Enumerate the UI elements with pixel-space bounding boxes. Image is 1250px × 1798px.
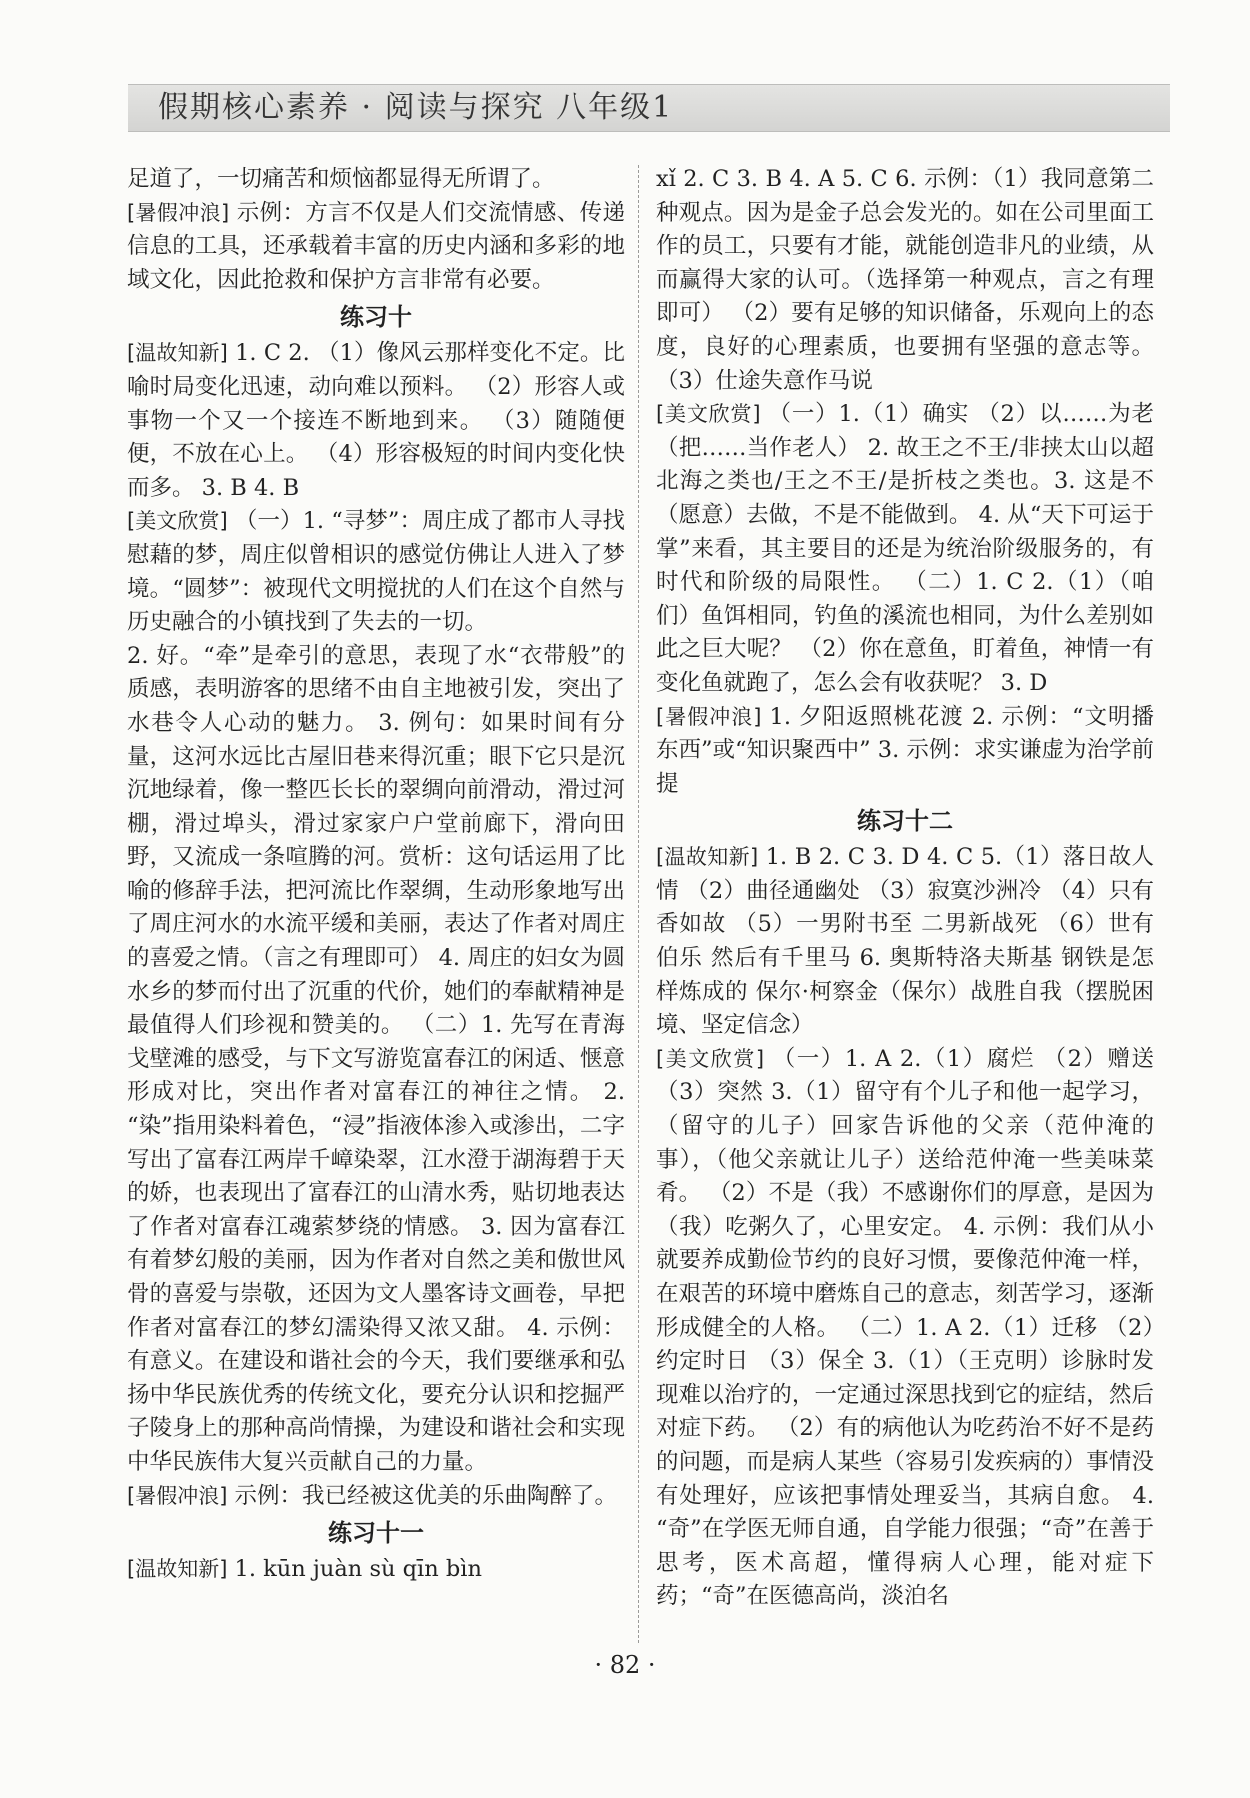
page-header-title: 假期核心素养 · 阅读与探究 八年级1 — [158, 90, 674, 125]
answer-text: 1. kūn juàn sù qīn bìn — [227, 1556, 482, 1583]
section-title: 练习十一 — [328, 1519, 424, 1548]
answer-paragraph — [656, 701, 1154, 802]
answer-text: （一）1. A 2.（1）腐烂 （2）赠送 （3）突然 3.（1）留守有个儿子和他一起学习，（留守的儿子）回家告诉他的父亲（范仲淹的事），（他父亲就让儿子）送给范仲淹一些美味菜肴。 （2）不是（我）不感谢你们的厚意，是因为（我）吃粥久了，心里安定。 4. 示例：我们从小就要养成勤俭节约的良好习惯，要像范仲淹一样，在艰苦的环境中磨炼自己的意志，刻苦学习，逐渐形成健全的人格。 （二）1. A 2.（1）迁移 （2）约定时日 （3）保全 3.（1）（王克明）诊脉时发现难以治疗的，一定通过深思找到它的症结，然后对症下药。 （2）有的病他认为吃药治不好不是药的问题，而是病人某些（容易引发疾病的）事情没有处理好，应该把事情处理妥当，其病自愈。 4. “奇”在学医无师自通，自学能力很强；“奇”在善于思考，医术高超，懂得病人心理，能对症下药；“奇”在医德高尚，淡泊名 — [656, 1045, 1154, 1610]
answer-paragraph — [127, 337, 625, 505]
answer-paragraph — [656, 841, 1154, 1043]
answer-text: 示例：方言不仅是人们交流情感、传递信息的工具，还承载着丰富的历史内涵和多彩的地域文化，因此抢救和保护方言非常有必要。 — [127, 199, 626, 293]
section-tag: [美文欣赏] — [656, 1046, 765, 1071]
answer-paragraph — [127, 163, 625, 197]
answer-text: 1. B 2. C 3. D 4. C 5.（1）落日故人情 （2）曲径通幽处 （3）寂寞沙洲冷 （4）只有香如故 （5）一男附书至 二男新战死 （6）世有伯乐 然后有千里马 6. 奥斯特洛夫斯基 钢铁是怎样炼成的 保尔·柯察金（保尔）战胜自我（摆脱困境、坚定信念） — [656, 844, 1155, 1039]
section-title: 练习十二 — [857, 807, 953, 836]
section-title: 练习十 — [340, 303, 412, 332]
answer-paragraph — [127, 1480, 625, 1514]
answer-text: xǐ 2. C 3. B 4. A 5. C 6. 示例：（1）我同意第二种观点。因为是金子总会发光的。如在公司里面工作的员工，只要有才能，就能创造非凡的业绩，从而赢得大家的认可。（选择第一种观点，言之有理即可） （2）要有足够的知识储备，乐观向上的态度，良好的心理素质，也要拥有坚强的意志等。 （3）仕途失意作马说 — [656, 166, 1154, 394]
column-divider — [638, 165, 639, 1643]
section-tag: [温故知新] — [127, 341, 228, 366]
answer-text: 1. C 2. （1）像风云那样变化不定。比喻时局变化迅速，动向难以预料。 （2）形容人或事物一个又一个接连不断地到来。 （3）随随便便，不放在心上。 （4）形容极短的时间内变化快而多。 3. B 4. B — [127, 340, 626, 501]
section-tag: [暑假冲浪] — [127, 1483, 228, 1508]
answer-text: （一）1. “寻梦”：周庄成了都市人寻找慰藉的梦，周庄似曾相识的感觉仿佛让人进入了梦境。“圆梦”：被现代文明搅扰的人们在这个自然与历史融合的小镇找到了失去的一切。 — [127, 508, 626, 636]
answer-text: 2. 好。“牵”是牵引的意思，表现了水“衣带般”的质感，表明游客的思绪不由自主地被引发，突出了水巷令人心动的魅力。 3. 例句：如果时间有分量，这河水远比古屋旧巷来得沉重；眼下它只是沉沉地绿着，像一整匹长长的翠绸向前滑动，滑过河棚，滑过埠头，滑过家家户户堂前廊下，滑向田野，又流成一条喧腾的河。赏析：这句话运用了比喻的修辞手法，把河流比作翠绸，生动形象地写出了周庄河水的水流平缓和美丽，表达了作者对周庄的喜爱之情。（言之有理即可） 4. 周庄的妇女为圆水乡的梦而付出了沉重的代价，她们的奉献精神是最值得人们珍视和赞美的。 （二）1. 先写在青海戈壁滩的感受，与下文写游览富春江的闲适、惬意形成对比，突出作者对富春江的神往之情。 2. “染”指用染料着色，“浸”指液体渗入或渗出，二字写出了富春江两岸千嶂染翠，江水澄于湖海碧于天的娇，也表现出了富春江的山清水秀，贴切地表达了作者对富春江魂萦梦绕的情感。 3. 因为富春江有着梦幻般的美丽，因为作者对自然之美和傲世风骨的喜爱与崇敬，还因为文人墨客诗文画卷，早把作者对富春江的梦幻濡染得又浓又甜。 4. 示例：有意义。在建设和谐社会的今天，我们要继承和弘扬中华民族优秀的传统文化，要充分认识和挖掘严子陵身上的那种高尚情操，为建设和谐社会和实现中华民族伟大复兴贡献自己的力量。 — [127, 642, 625, 1475]
section-tag: [美文欣赏] — [127, 509, 228, 534]
answer-paragraph — [656, 1043, 1154, 1614]
answer-text: 1. 夕阳返照桃花渡 2. 示例：“文明播东西”或“知识聚西中” 3. 示例：求实谦虚为治学前提 — [656, 703, 1155, 797]
left-column — [127, 163, 625, 1587]
page-number: · 82 · — [594, 1651, 656, 1679]
answer-paragraph — [127, 505, 625, 639]
section-tag: [美文欣赏] — [656, 402, 761, 427]
answer-paragraph — [127, 197, 625, 298]
section-tag: [暑假冲浪] — [656, 704, 762, 729]
answer-paragraph — [656, 398, 1154, 700]
answer-text: 示例：我已经被这优美的乐曲陶醉了。 — [227, 1482, 618, 1509]
answer-paragraph — [127, 640, 625, 1480]
answer-paragraph — [656, 163, 1154, 398]
answer-text: （一）1.（1）确实 （2）以……为老（把……当作老人） 2. 故王之不王/非挟太山以超北海之类也/王之不王/是折枝之类也。3. 这是不（愿意）去做，不是不能做到。 4. 从“天下可运于掌”来看，其主要目的还是为统治阶级服务的，有时代和阶级的局限性。 （二）1. C 2.（1）（咱们）鱼饵相同，钓鱼的溪流也相同，为什么差别如此之巨大呢？ （2）你在意鱼，盯着鱼，神情一有变化鱼就跑了，怎么会有收获呢？ 3. D — [656, 401, 1154, 696]
section-tag: [温故知新] — [656, 845, 759, 870]
right-column — [656, 163, 1154, 1614]
section-tag: [暑假冲浪] — [127, 200, 230, 225]
answer-text: 足道了，一切痛苦和烦恼都显得无所谓了。 — [127, 166, 555, 192]
section-tag: [温故知新] — [127, 1557, 228, 1582]
answer-paragraph — [127, 1553, 625, 1587]
